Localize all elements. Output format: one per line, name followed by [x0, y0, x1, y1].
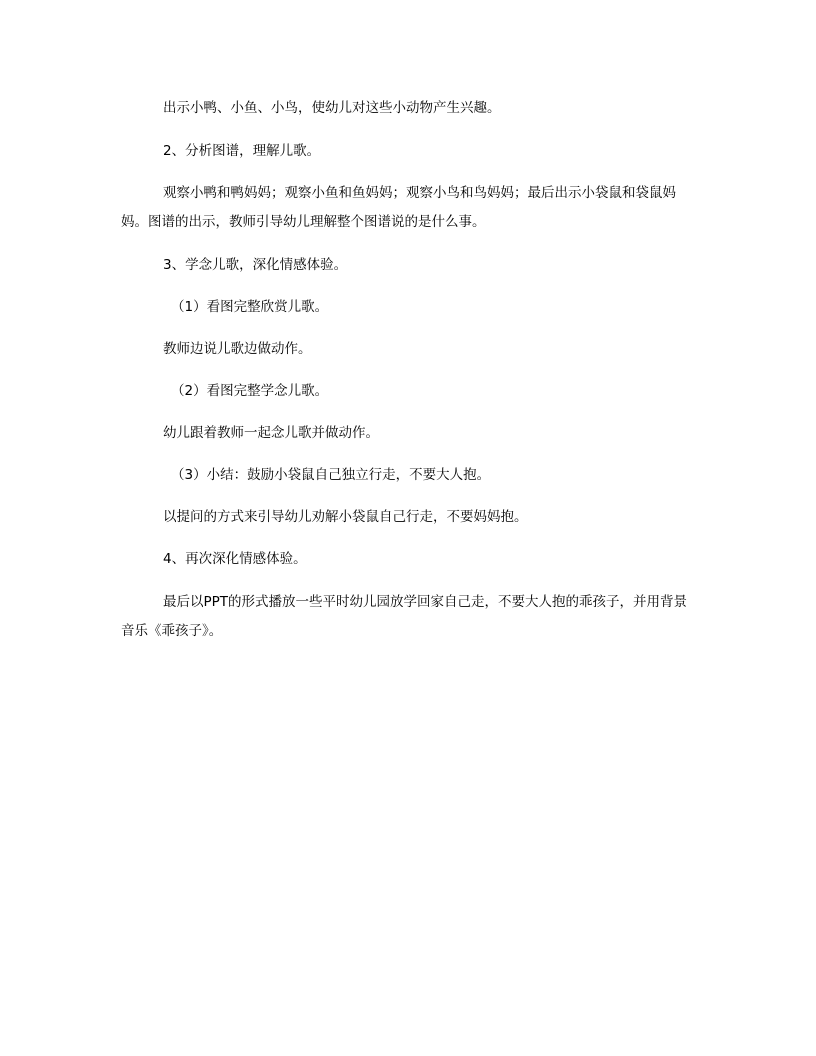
paragraph-children-follow: 幼儿跟着教师一起念儿歌并做动作。	[163, 425, 379, 441]
paragraph-questioning: 以提问的方式来引导幼儿劝解小袋鼠自己行走，不要妈妈抱。	[163, 509, 528, 525]
paragraph-final: 最后以PPT的形式播放一些平时幼儿园放学回家自己走，不要大人抱的乖孩子，并用背景音乐《乖孩子》。	[121, 594, 688, 639]
subheading-2: （2）看图完整学念儿歌。	[171, 383, 329, 399]
paragraph-teacher-actions: 教师边说儿歌边做动作。	[163, 341, 312, 357]
heading-step-2: 2、分析图谱，理解儿歌。	[163, 143, 321, 159]
paragraph-intro: 出示小鸭、小鱼、小鸟，使幼儿对这些小动物产生兴趣。	[163, 100, 501, 116]
subheading-1: （1）看图完整欣赏儿歌。	[171, 299, 329, 315]
paragraph-observe: 观察小鸭和鸭妈妈；观察小鱼和鱼妈妈；观察小鸟和鸟妈妈；最后出示小袋鼠和袋鼠妈妈。图谱的出示，教师引导幼儿理解整个图谱说的是什么事。	[121, 185, 676, 230]
subheading-3: （3）小结：鼓励小袋鼠自己独立行走，不要大人抱。	[171, 467, 491, 483]
heading-step-3: 3、学念儿歌，深化情感体验。	[163, 257, 348, 273]
heading-step-4: 4、再次深化情感体验。	[163, 551, 307, 567]
